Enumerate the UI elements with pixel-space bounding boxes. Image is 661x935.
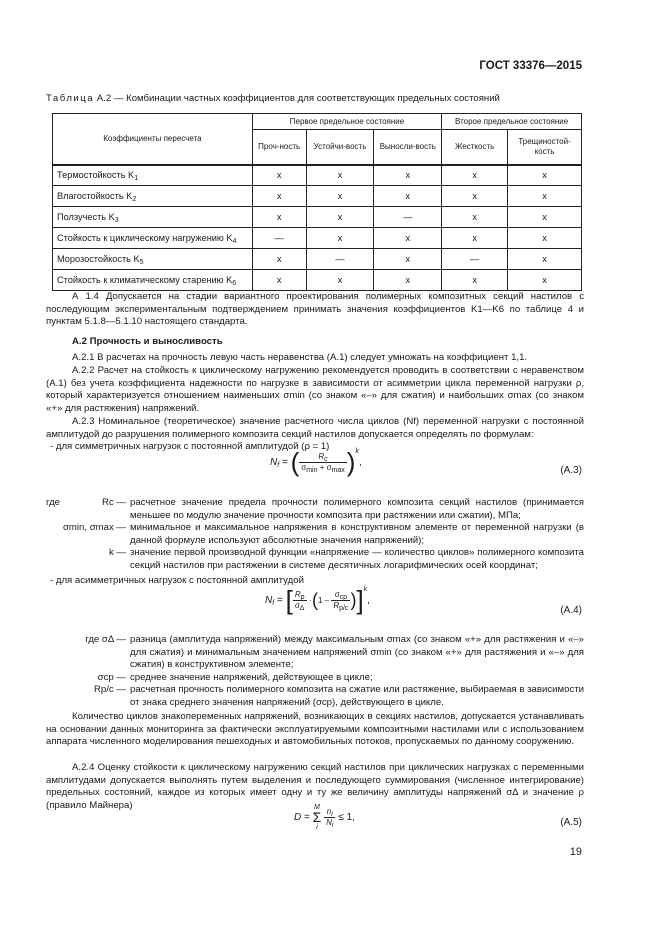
table-row: [53, 228, 582, 249]
paragraph-a21: А.2.1 В расчетах на прочность левую часть неравенства (А.1) следует умножать на коэффициент 1,1.: [72, 352, 528, 363]
table-cell: х: [306, 228, 374, 249]
equation-number-a5: (А.5): [560, 817, 582, 828]
row-label-text: Морозостойкость K: [57, 253, 140, 264]
table-cell: х: [508, 228, 582, 249]
formula-a4: $N_f$ = [ $\frac{R_р}{\sigma_\Delta}$ ·(1 – $\frac{\sigma_{ср}}{R_{р/с}}$ )]$^k$,: [265, 585, 370, 615]
table-cell: —: [442, 249, 508, 270]
table-row: [53, 207, 582, 228]
table-row: [53, 186, 582, 207]
table-cell: х: [374, 270, 442, 291]
definitions-a4: [46, 634, 584, 710]
group-header-second: Второе предельное состояние: [442, 114, 582, 130]
column-header: Устойчи-вость: [306, 130, 374, 165]
row-label: [53, 270, 253, 291]
formula-a5: D = M Σ i $\frac{n_i}{N_i}$ ≤ 1,: [294, 804, 355, 831]
row-label-text: Термостойкость K: [57, 169, 135, 180]
definition-text: минимальное и максимальное напряжения в конструктивном элементе от переменной нагрузки (в данной формуле используют абсолютные значения напряжений);: [130, 522, 584, 546]
table-cell: х: [306, 186, 374, 207]
definition-text: среднее значение напряжений, действующее в цикле;: [130, 671, 373, 683]
row-label-subscript: 4: [232, 237, 237, 245]
column-header: Выносли-вость: [374, 130, 442, 165]
corner-header: Коэффициенты пересчета: [53, 114, 253, 165]
table-cell: х: [374, 186, 442, 207]
paragraph-asymmetric: - для асимметричных нагрузок с постоянной амплитудой: [50, 575, 304, 586]
definition-symbol: σср —: [97, 671, 126, 683]
column-header: Трещиностой-кость: [508, 130, 582, 165]
definition-symbol: Rp/c —: [94, 684, 126, 696]
definition-text: расчетное значение предела прочности полимерного композита секций настилов (принимается меньшее по модулю значение прочности композита при растяжении или сжатии), МПа;: [130, 497, 584, 521]
definition-text: значение первой производной функции «напряжение — количество циклов» полимерного композита секций настилов при растяжении в системе десятичных логарифмических осей координат;: [130, 547, 584, 571]
table-caption-label: Таблица: [46, 93, 95, 104]
row-label: [53, 228, 253, 249]
definition-text: расчетная прочность полимерного композита на сжатие или растяжение, выбираемая в зависимости от знака среднего значения напряжений (σср), действующего в цикле.: [130, 684, 584, 708]
table-body: [53, 165, 582, 291]
coefficients-table: [52, 113, 582, 291]
column-header: Проч-ность: [252, 130, 306, 165]
row-label: [53, 186, 253, 207]
table-cell: —: [374, 207, 442, 228]
paragraph-cycle-count: Количество циклов знакопеременных напряжений, возникающих в секциях настилов, допускается устанавливать на основании данных мониторинга за фактически эксплуатируемыми композитными настилами или с использованием аппарата численного моделирования пешеходных и автомобильных потоков, пропускаемых по данному сооружению.: [46, 711, 584, 748]
table-cell: х: [252, 249, 306, 270]
row-label-text: Стойкость к климатическому старению K: [57, 274, 233, 285]
row-label-text: Ползучесть K: [57, 211, 115, 222]
row-label-subscript: 1: [134, 174, 139, 182]
table-cell: х: [442, 165, 508, 186]
row-label-subscript: 3: [114, 216, 119, 224]
paragraph-a24: А.2.4 Оценку стойкости к циклическому нагружению секций настилов при циклических нагрузках с переменными амплитудами допускается выполнять путем выделения и последующего суммирования (численное интегрирование) предельных состояний, каждое из которых имеет одну и ту же величину амплитуды напряжений σΔ и значение ρ (правило Майнера): [46, 762, 584, 811]
table-cell: х: [252, 165, 306, 186]
definition-symbol: k —: [108, 547, 126, 559]
table-cell: х: [508, 270, 582, 291]
table-cell: х: [306, 165, 374, 186]
row-label-text: Стойкость к циклическому нагружению K: [57, 232, 233, 243]
row-label: [53, 207, 253, 228]
table-cell: х: [374, 249, 442, 270]
definition-symbol: Rc —: [102, 497, 126, 508]
table-cell: х: [252, 270, 306, 291]
row-label: [53, 165, 253, 186]
definitions-a3: [46, 497, 584, 573]
table-cell: х: [306, 270, 374, 291]
table-cell: х: [442, 207, 508, 228]
row-label-text: Влагостойкость K: [57, 190, 133, 201]
section-heading-a2: А.2 Прочность и выносливость: [72, 336, 223, 347]
table-caption-text: А.2 — Комбинации частных коэффициентов для соответствующих предельных состояний: [96, 93, 500, 104]
row-label-subscript: 5: [139, 258, 144, 266]
table-cell: х: [374, 165, 442, 186]
table-cell: х: [374, 228, 442, 249]
table-cell: х: [252, 207, 306, 228]
table-row: [53, 249, 582, 270]
table-caption: [46, 92, 500, 105]
equation-number-a3: (А.3): [560, 465, 582, 476]
page-number: 19: [569, 846, 582, 858]
group-header-first: Первое предельное состояние: [252, 114, 441, 130]
where-label: где: [46, 497, 61, 508]
table-cell: х: [442, 228, 508, 249]
table-cell: х: [306, 207, 374, 228]
definition-symbol: где σΔ —: [85, 634, 126, 645]
equation-number-a4: (А.4): [560, 605, 582, 616]
table-cell: х: [508, 249, 582, 270]
row-label: [53, 249, 253, 270]
table-row: [53, 165, 582, 186]
table-row: [53, 270, 582, 291]
table-cell: х: [442, 270, 508, 291]
formula-a3: $N_f$ = ( $\frac{R_c}{\sigma_{min} + \sigma_{max}}$ )$^k$,: [270, 447, 362, 477]
table-cell: х: [252, 186, 306, 207]
definition-text: разница (амплитуда напряжений) между максимальным σmax (со знаком «+» для растяжения и «–» для сжатия) и минимальным значением напряжений σmin (со знаком «+» для растяжения и «–» для сжатия) в конструктивном элементе;: [130, 634, 584, 671]
paragraph-a22: А.2.2 Расчет на стойкость к циклическому нагружению рекомендуется проводить в соответствии с неравенством (А.1) без учета коэффициента надежности по нагрузке в зависимости от асимметрии цикла переменной нагрузки ρ, который характеризуется отношением наименьших σmin (со знаком «–» для сжатия) и наибольших σmax (со знаком «+» для растяжения) напряжений.: [46, 365, 584, 414]
column-header: Жесткость: [442, 130, 508, 165]
table-cell: х: [508, 165, 582, 186]
row-label-subscript: 6: [232, 279, 237, 287]
table-cell: х: [442, 186, 508, 207]
table-cell: х: [508, 207, 582, 228]
document-number: ГОСТ 33376—2015: [479, 60, 582, 72]
table-cell: —: [306, 249, 374, 270]
table-cell: —: [252, 228, 306, 249]
paragraph-symmetric: - для симметричных нагрузок с постоянной амплитудой (ρ = 1): [50, 441, 330, 452]
row-label-subscript: 2: [132, 195, 137, 203]
definition-symbol: σmin, σmax —: [62, 522, 126, 534]
table-cell: х: [508, 186, 582, 207]
paragraph-a23: А.2.3 Номинальное (теоретическое) значение расчетного числа циклов (Nf) переменной нагрузки с постоянной амплитудой до разрушения полимерного композита секций настилов допускается определять по формулам:: [46, 416, 584, 440]
paragraph-a14: А 1.4 Допускается на стадии вариантного проектирования полимерных композитных секций настилов с последующим экспериментальным подтверждением принимать значения коэффициентов K1—K6 по таблице 4 и пунктам 5.1.8—5.1.10 настоящего стандарта.: [46, 291, 584, 328]
